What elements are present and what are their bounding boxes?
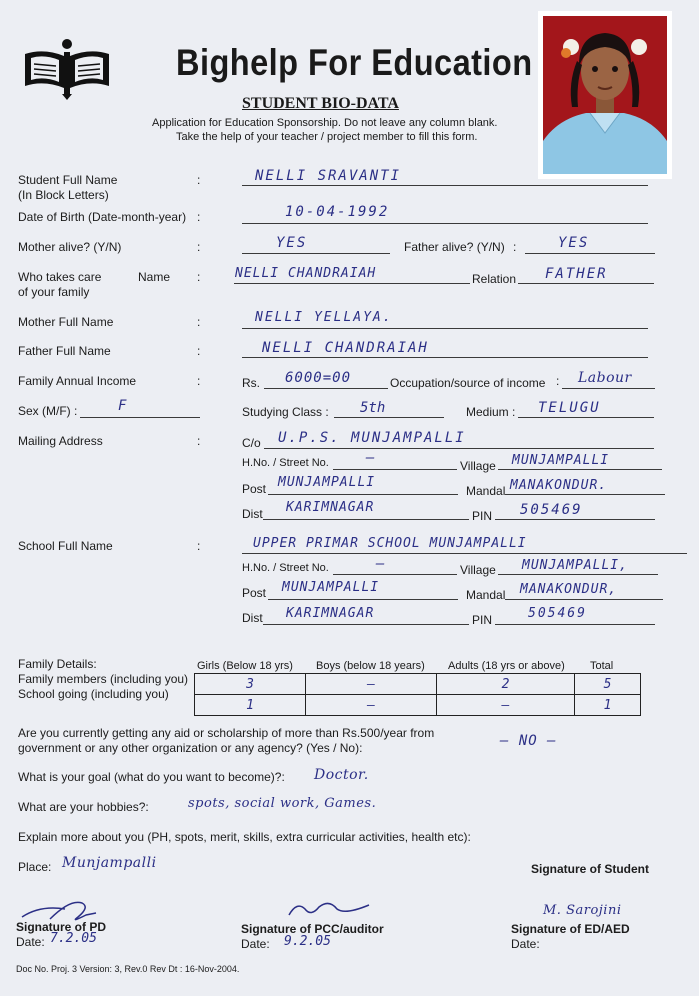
instruction-line-1: Application for Education Sponsorship. Do not leave any column blank. — [152, 117, 498, 129]
father-alive-label: Father alive? (Y/N) — [404, 240, 505, 254]
caretaker-name-value[interactable]: NELLI CHANDRAIAH — [235, 266, 377, 281]
student-name-value[interactable]: NELLI SRAVANTI — [255, 168, 402, 184]
hobbies-question: What are your hobbies?: — [18, 800, 149, 814]
relation-label: Relation — [472, 272, 517, 286]
family-girls-members[interactable]: 3 — [195, 674, 306, 695]
school-hno-label: H.No. / Street No. — [242, 562, 329, 574]
mailing-label: Mailing Address — [18, 434, 103, 448]
dob-value[interactable]: 10-04-1992 — [285, 204, 390, 220]
medium-label: Medium : — [466, 405, 516, 419]
ed-date-label: Date: — [511, 937, 540, 951]
family-header-girls: Girls (Below 18 yrs) — [197, 660, 293, 672]
place-label: Place: — [18, 860, 52, 874]
family-boys-members[interactable]: — — [306, 674, 437, 695]
co-value[interactable]: U.P.S. MUNJAMPALLI — [278, 430, 466, 446]
goal-question: What is your goal (what do you want to become)?: — [18, 770, 285, 784]
school-pin-label: PIN — [472, 613, 493, 627]
sex-label: Sex (M/F) : — [18, 404, 78, 418]
family-table — [194, 673, 641, 716]
occupation-value[interactable]: Labour — [578, 370, 632, 386]
medium-value[interactable]: TELUGU — [538, 400, 601, 416]
hobbies-answer[interactable]: spots, social work, Games. — [188, 796, 377, 811]
class-value[interactable]: 5th — [360, 400, 386, 416]
father-name-value[interactable]: NELLI CHANDRAIAH — [262, 340, 429, 356]
family-header-boys: Boys (below 18 years) — [316, 660, 425, 672]
hno-label: H.No. / Street No. — [242, 457, 329, 469]
income-value[interactable]: 6000=00 — [285, 370, 352, 386]
aid-question-line-1: Are you currently getting any aid or scholarship of more than Rs.500/year from — [18, 726, 435, 740]
mother-alive-label: Mother alive? (Y/N) — [18, 240, 122, 254]
book-logo-icon — [22, 38, 112, 100]
school-label: School Full Name — [18, 539, 113, 553]
occupation-label: Occupation/source of income — [390, 376, 546, 390]
instruction-line-2: Take the help of your teacher / project member to fill this form. — [176, 131, 478, 143]
family-boys-school[interactable]: — — [306, 695, 437, 716]
explain-question: Explain more about you (PH, spots, merit, skills, extra curricular activities, health etc): — [18, 830, 471, 844]
pin-label: PIN — [472, 509, 493, 523]
school-dist-label: Dist — [242, 611, 263, 625]
rs-label: Rs. — [242, 376, 260, 390]
caretaker-label: Who takes care — [18, 270, 102, 284]
aid-answer[interactable]: — NO — — [500, 733, 557, 749]
school-mandal-value[interactable]: MANAKONDUR, — [520, 582, 618, 597]
pcc-signature-label: Signature of PCC/auditor — [241, 922, 384, 936]
sex-value[interactable]: F — [118, 398, 129, 414]
mother-name-label: Mother Full Name — [18, 315, 114, 329]
village-label: Village — [460, 459, 496, 473]
pin-value[interactable]: 505469 — [520, 502, 583, 518]
mandal-label: Mandal — [466, 484, 506, 498]
pcc-date-value[interactable]: 9.2.05 — [284, 934, 331, 949]
goal-answer[interactable]: Doctor. — [314, 767, 369, 783]
school-value[interactable]: UPPER PRIMAR SCHOOL MUNJAMPALLI — [253, 536, 527, 551]
pcc-date-label: Date: — [241, 937, 270, 951]
school-village-value[interactable]: MUNJAMPALLI, — [522, 558, 628, 573]
co-label: C/o — [242, 436, 261, 450]
family-row2-label: School going (including you) — [18, 687, 169, 701]
place-value[interactable]: Munjampalli — [62, 855, 157, 871]
student-name-label: Student Full Name — [18, 173, 118, 187]
father-alive-value[interactable]: YES — [558, 235, 590, 251]
post-label: Post — [242, 482, 267, 496]
family-details-label: Family Details: — [18, 657, 97, 671]
caretaker-name-label: Name — [138, 270, 171, 284]
family-header-total: Total — [590, 660, 614, 672]
school-post-label: Post — [242, 586, 267, 600]
mother-alive-value[interactable]: YES — [276, 235, 308, 251]
pcc-signature-mark — [285, 897, 375, 925]
mother-name-value[interactable]: NELLI YELLAYA. — [255, 310, 393, 325]
father-name-label: Father Full Name — [18, 344, 111, 358]
student-signature-label: Signature of Student — [531, 862, 649, 876]
family-header-adults: Adults (18 yrs or above) — [448, 660, 565, 672]
family-total-school[interactable]: 1 — [575, 695, 641, 716]
caretaker-label-2: of your family — [18, 285, 90, 299]
relation-value[interactable]: FATHER — [545, 266, 608, 282]
family-row1-label: Family members (including you) — [18, 672, 189, 686]
pd-date-value[interactable]: 7.2.05 — [50, 931, 97, 946]
org-title: Bighelp For Education — [176, 42, 533, 83]
doc-number-footer: Doc No. Proj. 3 Version: 3, Rev.0 Rev Dt : 16-Nov-2004. — [16, 964, 240, 974]
student-name-sublabel: (In Block Letters) — [18, 188, 109, 202]
ed-signature-name: M. Sarojini — [543, 903, 622, 918]
pd-signature-label: Signature of PD — [16, 920, 107, 934]
table-row — [195, 695, 641, 716]
school-post-value[interactable]: MUNJAMPALLI — [282, 580, 380, 595]
school-pin-value[interactable]: 505469 — [528, 606, 587, 621]
family-adults-members[interactable]: 2 — [437, 674, 575, 695]
aid-question-line-2: government or any other organization or any agency? (Yes / No): — [18, 741, 363, 755]
village-value[interactable]: MUNJAMPALLI — [512, 453, 610, 468]
form-title: STUDENT BIO-DATA — [242, 95, 399, 112]
ed-signature-label: Signature of ED/AED — [511, 922, 630, 936]
student-photo — [538, 11, 672, 179]
school-mandal-label: Mandal — [466, 588, 506, 602]
dob-label: Date of Birth (Date-month-year) — [18, 210, 187, 224]
dist-label: Dist — [242, 507, 263, 521]
family-total-members[interactable]: 5 — [575, 674, 641, 695]
school-dist-value[interactable]: KARIMNAGAR — [286, 606, 375, 621]
class-label: Studying Class : — [242, 405, 329, 419]
family-adults-school[interactable]: — — [437, 695, 575, 716]
school-village-label: Village — [460, 563, 496, 577]
post-value[interactable]: MUNJAMPALLI — [278, 475, 376, 490]
pd-date-label: Date: — [16, 935, 45, 949]
hno-value[interactable]: — — [366, 450, 377, 466]
school-hno-value[interactable]: — — [376, 556, 387, 572]
dist-value[interactable]: KARIMNAGAR — [286, 500, 375, 515]
mandal-value[interactable]: MANAKONDUR. — [510, 478, 608, 493]
family-girls-school[interactable]: 1 — [195, 695, 306, 716]
income-label: Family Annual Income — [18, 374, 137, 388]
table-row — [195, 674, 641, 695]
